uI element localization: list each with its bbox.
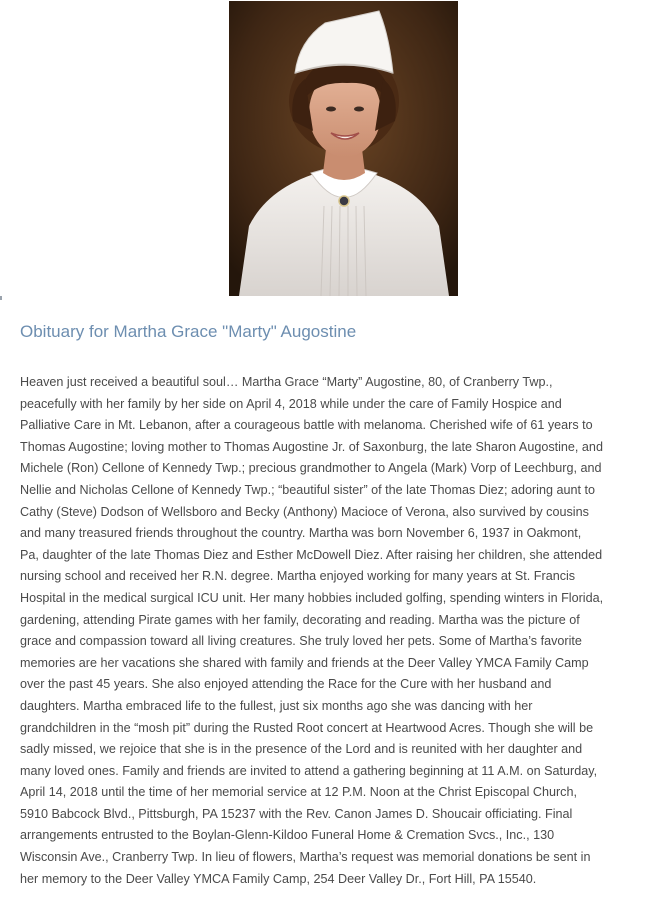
obituary-line: memories are her vacations she shared with family and friends at the Deer Valley YMCA Family Camp: [20, 655, 589, 670]
obituary-line: Wisconsin Ave., Cranberry Twp. In lieu of flowers, Martha’s request was memorial donations be sent in: [20, 850, 591, 865]
obituary-line: Heaven just received a beautiful soul… Martha Grace “Marty” Augostine, 80, of Cranberry Twp.,: [20, 375, 553, 389]
obituary-line: peacefully with her family by her side on April 4, 2018 while under the care of Family Hospice and: [20, 396, 562, 411]
obituary-line: nursing school and received her R.N. degree. Martha enjoyed working for many years at St. Francis: [20, 569, 576, 584]
page-edge-marker: [0, 296, 2, 300]
obituary-line: gardening, attending Pirate games with her family, decorating and reading. Martha was the picture of: [20, 612, 580, 627]
obituary-line: and many treasured friends throughout the country. Martha was born November 6, 1937 in Oakmont,: [20, 526, 582, 541]
obituary-line: sadly missed, we rejoice that she is in the presence of the Lord and is reunited with her daughter and: [20, 742, 583, 757]
obituary-line: grandchildren in the “mosh pit” during the Rusted Root concert at Heartwood Acres. Though she will be: [20, 720, 594, 735]
obituary-line: Palliative Care in Mt. Lebanon, after a courageous battle with melanoma. Cherished wife of 61 years to: [20, 418, 593, 433]
obituary-line: Michele (Ron) Cellone of Kennedy Twp.; precious grandmother to Angela (Mark) Vorp of Leechburg, and: [20, 461, 602, 476]
obituary-line: Cathy (Steve) Dodson of Wellsboro and Becky (Anthony) Macioce of Verona, also survived by cousins: [20, 504, 589, 519]
obituary-line: over the past 45 years. She also enjoyed attending the Race for the Cure with her husband and: [20, 677, 552, 692]
obituary-body: [20, 372, 656, 890]
obituary-line: April 14, 2018 until the time of her memorial service at 12 P.M. Noon at the Christ Episcopal Church,: [20, 785, 577, 800]
obituary-line: many loved ones. Family and friends are invited to attend a gathering beginning at 11 A.M. on Saturday,: [20, 763, 598, 778]
obituary-line: Pa, daughter of the late Thomas Diez and Esther McDowell Diez. After raising her children, she attended: [20, 547, 603, 562]
obituary-line: grace and compassion toward all living creatures. She truly loved her pets. Some of Martha’s favorite: [20, 634, 582, 649]
obituary-line: her memory to the Deer Valley YMCA Family Camp, 254 Deer Valley Dr., Fort Hill, PA 15540.: [20, 871, 537, 886]
obituary-line: 5910 Babcock Blvd., Pittsburgh, PA 15237 with the Rev. Canon James D. Shoucair officiating. Final: [20, 806, 573, 821]
obituary-line: Nellie and Nicholas Cellone of Kennedy Twp.; “beautiful sister” of the late Thomas Diez; adoring aunt to: [20, 482, 595, 497]
obituary-line: arrangements entrusted to the Boylan-Glenn-Kildoo Funeral Home & Cremation Svcs., Inc., 130: [20, 828, 555, 843]
obituary-line: Hospital in the medical surgical ICU unit. Her many hobbies included golfing, spending winters in Florida,: [20, 590, 604, 605]
portrait-photo: [229, 1, 458, 296]
obituary-line: daughters. Martha embraced life to the fullest, just six months ago she was dancing with her: [20, 698, 533, 713]
obituary-line: Thomas Augostine; loving mother to Thomas Augostine Jr. of Saxonburg, the late Sharon Augostine, and: [20, 439, 603, 454]
obituary-title: Obituary for Martha Grace "Marty" Augostine: [20, 322, 357, 341]
